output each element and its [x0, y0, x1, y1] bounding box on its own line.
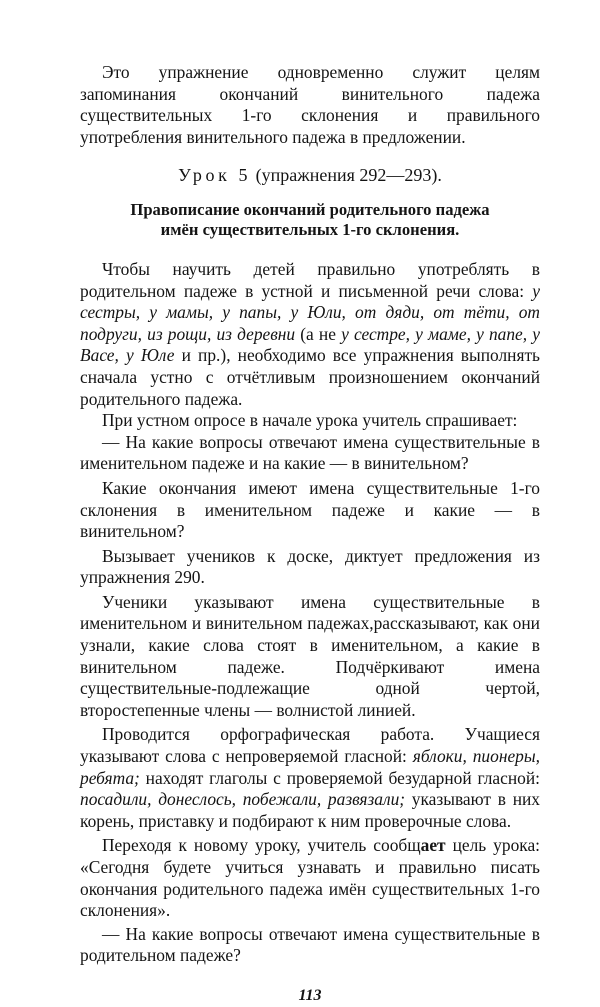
paragraph-7-example-1: яблоки, пионеры, ребята; — [80, 746, 540, 788]
lesson-label: Урок 5 — [178, 165, 252, 186]
paragraph-7-text-c: указывают в них корень, приставку и подбирают к ним проверочные слова. — [80, 789, 540, 831]
paragraph-8-bold-fragment: ает — [420, 835, 446, 856]
page-content — [80, 62, 540, 1007]
paragraph-8-text-b: цель урока: «Сегодня будете учиться узнавать и правильно писать окончания родительного падежа имён существительных 1-го склонения». — [80, 835, 540, 921]
page-number: 113 — [298, 986, 322, 1004]
paragraph-9: — На какие вопросы отвечают имена существительные в родительном падеже? — [80, 923, 540, 966]
paragraph-7-example-2: посадили, донеслось, побежали, развязали; — [80, 789, 406, 810]
intro-paragraph: Это упражнение одновременно служит целям запоминания окончаний винительного падежа существительных 1-го склонения и правильного употребления винительного падежа в предложении. — [80, 62, 540, 147]
paragraph-1 — [80, 259, 540, 410]
paragraph-2: При устном опросе в начале урока учитель спрашивает: — [102, 410, 518, 431]
lesson-heading — [80, 165, 540, 187]
paragraph-1-example-1: у сестры, у мамы, у папы, у Юли, от дяди, от тёти, от подруги, из рощи, из деревни — [80, 280, 540, 344]
paragraph-7-text-a: Проводится орфографическая работа. Учащиеся указывают слова с непроверяемой гласной: — [80, 724, 540, 767]
section-title — [80, 200, 540, 241]
paragraph-4: Какие окончания имеют имена существительные 1-го склонения в именительном падеже и какие — в винительном? — [80, 477, 540, 542]
section-title-line-1: Правописание окончаний родительного падежа — [130, 199, 490, 219]
paragraph-1-example-2: у сестре, у маме, у папе, у Васе, у Юле — [80, 323, 540, 366]
paragraph-8 — [80, 835, 540, 921]
lesson-exercises: (упражнения 292—293). — [255, 165, 442, 186]
paragraph-6: Ученики указывают имена существительные в именительном и винительном падежах,рассказывают, как они узнали, какие слова стоят в именительном, а какие в винительном падеже. Подчёркивают имена существительные-подлежащие одной чертой, второстепенные члены — волнистой линией. — [80, 591, 540, 720]
paragraph-1-text-c: и пр.), необходимо все упражнения выполнять сначала устно с отчётливым произношением окончаний родительного падежа. — [80, 345, 540, 409]
section-title-line-2: имён существительных 1-го склонения. — [160, 220, 460, 240]
paragraph-3: — На какие вопросы отвечают имена существительные в именительном падеже и на какие — в винительном? — [80, 431, 540, 474]
paragraph-5: Вызывает учеников к доске, диктует предложения из упражнения 290. — [80, 545, 540, 588]
paragraph-1-text-a: Чтобы научить детей правильно употреблять в родительном падеже в устной и письменной речи слова: — [80, 258, 540, 301]
paragraph-7 — [80, 724, 540, 832]
paragraph-8-text-a: Переходя к новому уроку, учитель сообщ — [102, 835, 421, 856]
paragraph-7-text-b: находят глаголы с проверяемой безударной гласной: — [139, 767, 540, 788]
paragraph-1-text-b: (а не — [295, 323, 342, 344]
